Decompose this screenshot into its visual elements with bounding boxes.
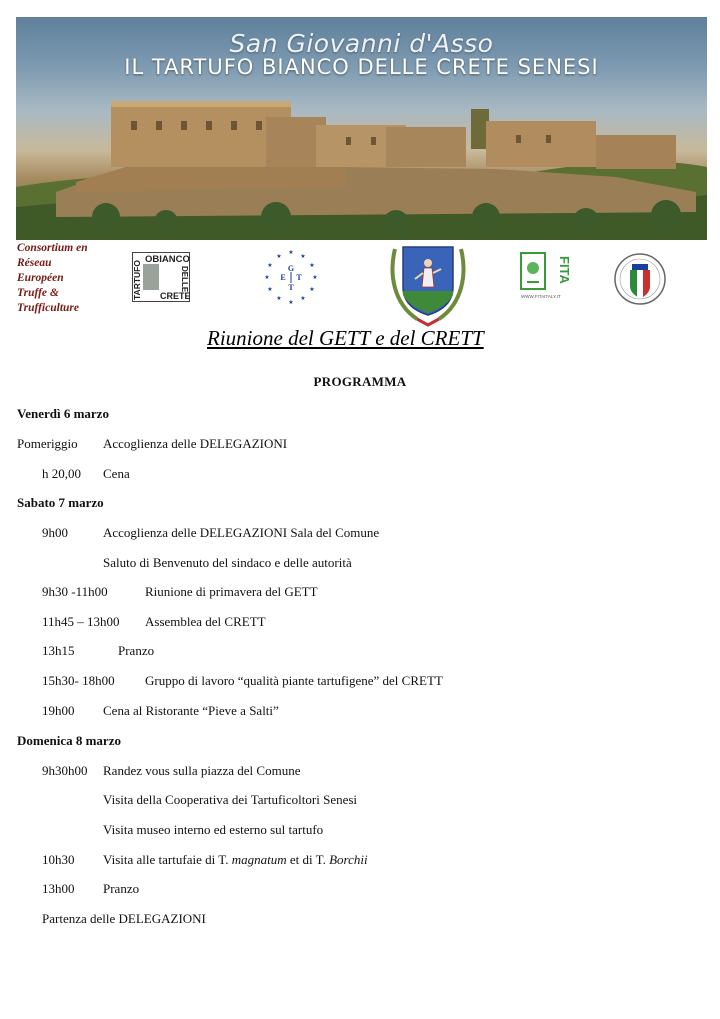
schedule-item: Visita museo interno ed esterno sul tartufo (103, 822, 324, 837)
day-heading-sunday: Domenica 8 marzo (17, 733, 121, 748)
gett-stars-logo (263, 250, 319, 306)
schedule-item: Accoglienza delle DELEGAZIONI (103, 436, 288, 451)
banner-title-truffle: IL TARTUFO BIANCO DELLE CRETE SENESI (124, 55, 599, 79)
svg-text:★: ★ (300, 296, 306, 302)
schedule-time: 11h45 – 13h00 (42, 614, 120, 629)
svg-text:E: E (280, 273, 286, 282)
federation-emblem-logo (613, 252, 667, 306)
schedule-time: 9h30h00 (42, 763, 88, 778)
schedule-time: 10h30 (42, 852, 75, 867)
schedule-item: Saluto di Benvenuto del sindaco e delle autorità (103, 555, 352, 570)
svg-text:★: ★ (309, 287, 315, 293)
svg-text:OBIANCO: OBIANCO (145, 254, 190, 265)
banner-title-town: San Giovanni d'Asso (229, 29, 494, 58)
consortium-acronym: Consortium en Réseau Européen Truffe & Trufficulture (17, 242, 88, 314)
schedule-item: Pranzo (118, 643, 155, 658)
program-heading: PROGRAMMA (313, 374, 407, 389)
schedule-item: Pranzo (103, 881, 140, 896)
schedule-item-truffle-visit: Visita alle tartufaie di T. magnatum et di T. Borchii (103, 852, 368, 867)
svg-text:★: ★ (288, 250, 294, 256)
svg-text:★: ★ (309, 263, 315, 269)
svg-text:★: ★ (288, 300, 294, 306)
svg-text:★: ★ (267, 263, 273, 269)
svg-text:DELLE: DELLE (180, 266, 189, 293)
svg-text:G: G (287, 264, 295, 273)
svg-text:CRETE: CRETE (160, 291, 190, 301)
schedule-item: Riunione di primavera del GETT (145, 584, 318, 599)
svg-text:TARTUFO: TARTUFO (132, 260, 142, 300)
day-heading-saturday: Sabato 7 marzo (17, 495, 104, 510)
schedule-item: Visita della Cooperativa dei Tartuficoltori Senesi (103, 792, 358, 807)
schedule-item: Assemblea del CRETT (145, 614, 266, 629)
schedule-item: Cena al Ristorante “Pieve a Salti” (103, 703, 279, 718)
svg-text:★: ★ (276, 296, 282, 302)
schedule-item: Gruppo di lavoro “qualità piante tartufigene” del CRETT (145, 673, 443, 688)
header-banner (16, 17, 707, 240)
schedule-time: 13h15 (42, 643, 75, 658)
schedule-time: 9h00 (42, 525, 68, 540)
schedule-item: Partenza delle DELEGAZIONI (42, 911, 206, 926)
municipal-coat-of-arms (387, 243, 469, 327)
svg-text:T: T (296, 273, 302, 282)
svg-text:★: ★ (300, 254, 306, 260)
schedule-time: 9h30 -11h00 (42, 584, 108, 599)
schedule-time: 19h00 (42, 703, 75, 718)
page-title: Riunione del GETT e del CRETT (207, 326, 484, 350)
svg-text:T: T (288, 283, 294, 292)
crete-truffle-logo (132, 252, 190, 302)
schedule-item: Accoglienza delle DELEGAZIONI Sala del Comune (103, 525, 380, 540)
svg-text:WWW.FITAITALY.IT: WWW.FITAITALY.IT (521, 294, 561, 299)
day-heading-friday: Venerdì 6 marzo (17, 406, 109, 421)
svg-text:★: ★ (276, 254, 282, 260)
svg-text:FITA: FITA (557, 256, 572, 284)
schedule-item: Cena (103, 466, 130, 481)
schedule-time: 13h00 (42, 881, 75, 896)
schedule-time: Pomeriggio (17, 436, 78, 451)
fita-logo (520, 252, 576, 302)
schedule-time: h 20,00 (42, 466, 81, 481)
svg-text:★: ★ (267, 287, 273, 293)
svg-text:★: ★ (312, 275, 318, 281)
schedule-item: Randez vous sulla piazza del Comune (103, 763, 301, 778)
svg-text:★: ★ (264, 275, 270, 281)
schedule-time: 15h30- 18h00 (42, 673, 115, 688)
